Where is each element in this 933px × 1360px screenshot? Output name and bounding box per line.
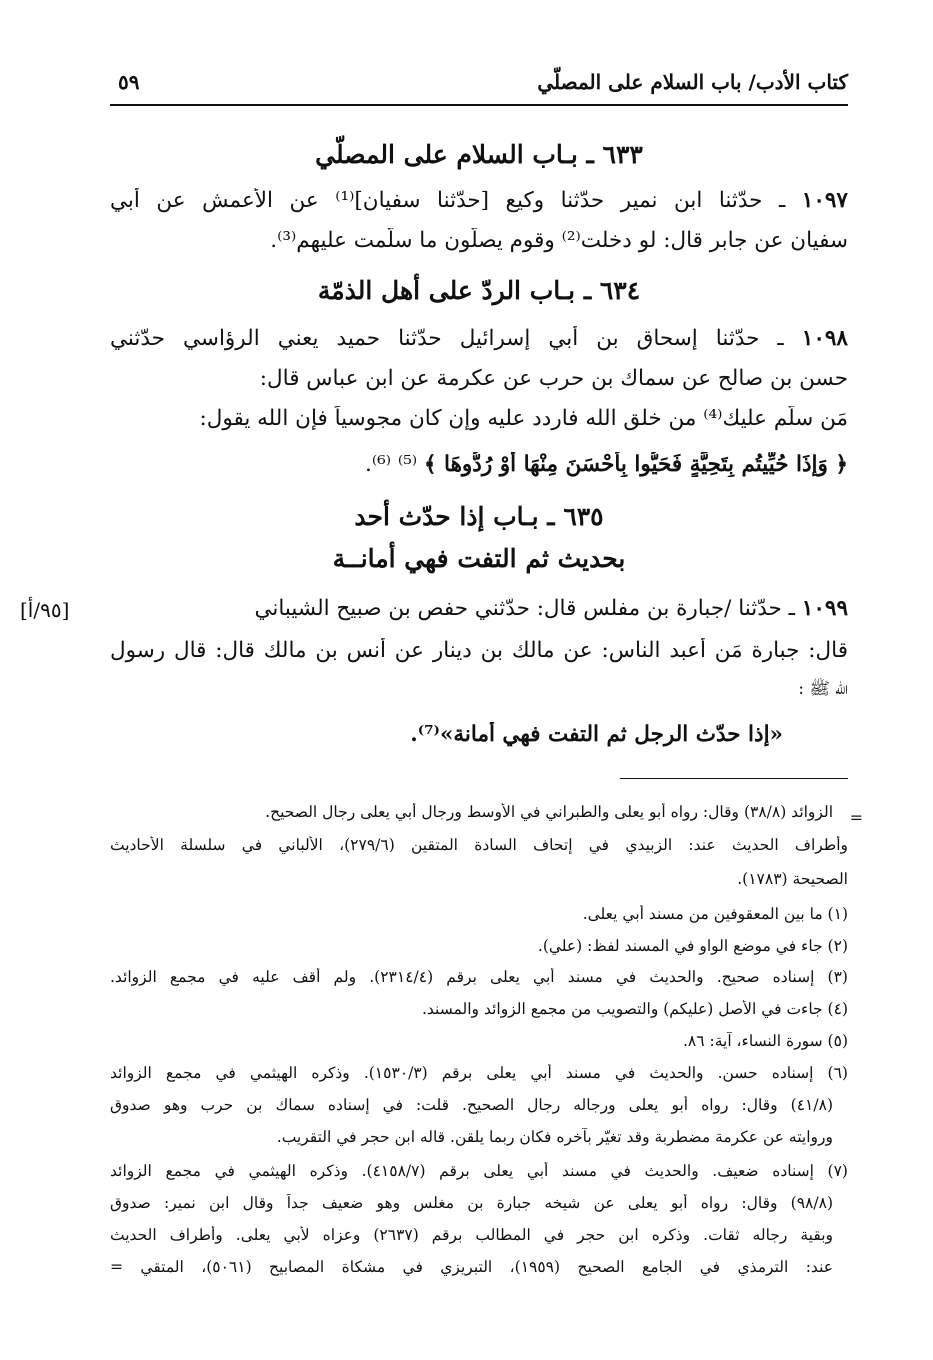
chapter-heading-635-cont: بحديث ثم التفت فهي أمانــة <box>332 544 626 573</box>
hadith-1099-line-1 <box>110 596 848 621</box>
quran-verse-line <box>110 452 848 477</box>
continuation-mark: = <box>849 808 863 827</box>
hadith-1099-line-3: الله ﷺ : <box>798 679 848 699</box>
footnote-6-line-1: (٦) إسناده حسن. والحديث في مسند أبي يعلى برقم (١٥٣٠/٣). وذكره الهيثمي في مجمع الزوائد <box>110 1064 848 1082</box>
hadith-1097-line-1 <box>110 188 848 213</box>
footnote-7-line-4: عند: الترمذي في الجامع الصحيح (١٩٥٩)، التبريزي في مشكاة المصابيح (٥٠٦١)، المتقي = <box>110 1258 833 1276</box>
chapter-heading-635: ٦٣٥ ـ بـاب إذا حدّث أحد <box>354 502 604 531</box>
chapter-heading-634: ٦٣٤ ـ بـاب الردّ على أهل الذمّة <box>317 276 641 305</box>
footnote-continued-1: الزوائد (٣٨/٨) وقال: رواه أبو يعلى والطبراني في الأوسط ورجال أبي يعلى رجال الصحيح. <box>265 803 833 821</box>
manuscript-folio-ref: [٩٥/أ] <box>20 598 70 622</box>
footnote-continued-2: وأطراف الحديث عند: الزبيدي في إتحاف السادة المتقين (٢٧٩/٦)، الألباني في سلسلة الأحاديث <box>110 836 848 854</box>
hadith-1098-line-1 <box>110 326 848 351</box>
hadith-1098-line-3: مَن سلّم عليك⁽⁴⁾ من خلق الله فاردد عليه وإن كان مجوسياً فإن الله يقول: <box>199 406 848 431</box>
footnote-7-line-1: (٧) إسناده ضعيف. والحديث في مسند أبي يعلى برقم (٤١٥٨/٧). وذكره الهيثمي في مجمع الزوائد <box>110 1162 848 1180</box>
quran-verse: ﴿ وَإِذَا حُيِّيتُم بِتَحِيَّةٍ فَحَيُّوا بِأَحْسَنَ مِنْهَا أَوْ رُدُّوهَا ﴾ <box>423 452 848 477</box>
hadith-1099-line-2: قال: جبارة مَن أعبد الناس: عن مالك بن دينار عن أنس بن مالك قال: قال رسول <box>110 638 848 663</box>
footnote-1: (١) ما بين المعقوفين من مسند أبي يعلى. <box>582 905 848 923</box>
footnote-6-line-3: وروايته عن عكرمة مضطربة وقد تغيّر بآخره فكان ربما يلقن. قاله ابن حجر في التقريب. <box>276 1128 833 1146</box>
chapter-heading-633: ٦٣٣ ـ بـاب السلام على المصلّي <box>315 140 643 169</box>
hadith-number: ١٠٩٨ <box>801 326 848 351</box>
footnote-continued-3: الصحيحة (١٧٨٣). <box>737 870 848 888</box>
footnote-6-line-2: (٤١/٨) وقال: رواه أبو يعلى ورجاله رجال الصحيح. قلت: في إسناده سماك بن حرب وهو صدوق <box>110 1096 833 1114</box>
footnote-2: (٢) جاء في موضع الواو في المسند لفظ: (علي). <box>537 937 848 955</box>
hadith-text: ـ حدّثنا ابن نمير حدّثنا وكيع [حدّثنا سفيان]⁽¹⁾ عن الأعمش عن أبي <box>110 188 786 213</box>
footnote-7-line-2: (٩٨/٨) وقال: رواه أبو يعلى عن شيخه جبارة بن مغلس وهو ضعيف جداً وقال ابن نمير: صدوق <box>110 1194 833 1212</box>
footnote-5: (٥) سورة النساء، آية: ٨٦. <box>682 1032 848 1050</box>
hadith-number: ١٠٩٩ <box>801 596 848 621</box>
hadith-text: ـ حدّثنا إسحاق بن أبي إسرائيل حدّثنا حميد يعني الرؤاسي حدّثني <box>110 326 784 351</box>
verse-footnote-refs: ⁽⁵⁾ ⁽⁶⁾. <box>365 452 418 477</box>
hadith-matn: «إذا حدّث الرجل ثم التفت فهي أمانة»⁽⁷⁾. <box>410 722 783 747</box>
footnote-separator <box>620 778 848 779</box>
page-number: ٥٩ <box>118 70 140 94</box>
hadith-1098-line-2: حسن بن صالح عن سماك بن حرب عن عكرمة عن ابن عباس قال: <box>259 366 848 391</box>
footnote-7-line-3: وبقية رجاله ثقات. وذكره ابن حجر في المطالب برقم (٢٦٣٧) وعزاه لأبي يعلى. وأطراف الحديث <box>110 1226 833 1244</box>
hadith-1099-line-4 <box>110 722 783 747</box>
header-rule <box>110 104 848 106</box>
footnote-4: (٤) جاءت في الأصل (عليكم) والتصويب من مجمع الزوائد والمسند. <box>421 1000 848 1018</box>
running-header <box>110 70 848 106</box>
hadith-number: ١٠٩٧ <box>801 188 848 213</box>
running-title: كتاب الأدب/ باب السلام على المصلّي <box>537 70 848 94</box>
hadith-1097-line-2: سفيان عن جابر قال: لو دخلت⁽²⁾ وقوم يصلّون ما سلّمت عليهم⁽³⁾. <box>270 228 848 253</box>
hadith-text: ـ حدّثنا /جبارة بن مفلس قال: حدّثني حفص بن صبيح الشيباني <box>254 596 795 621</box>
footnote-3: (٣) إسناده صحيح. والحديث في مسند أبي يعلى برقم (٢٣١٤/٤). ولم أقف عليه في مجمع الزوائد. <box>110 968 848 986</box>
